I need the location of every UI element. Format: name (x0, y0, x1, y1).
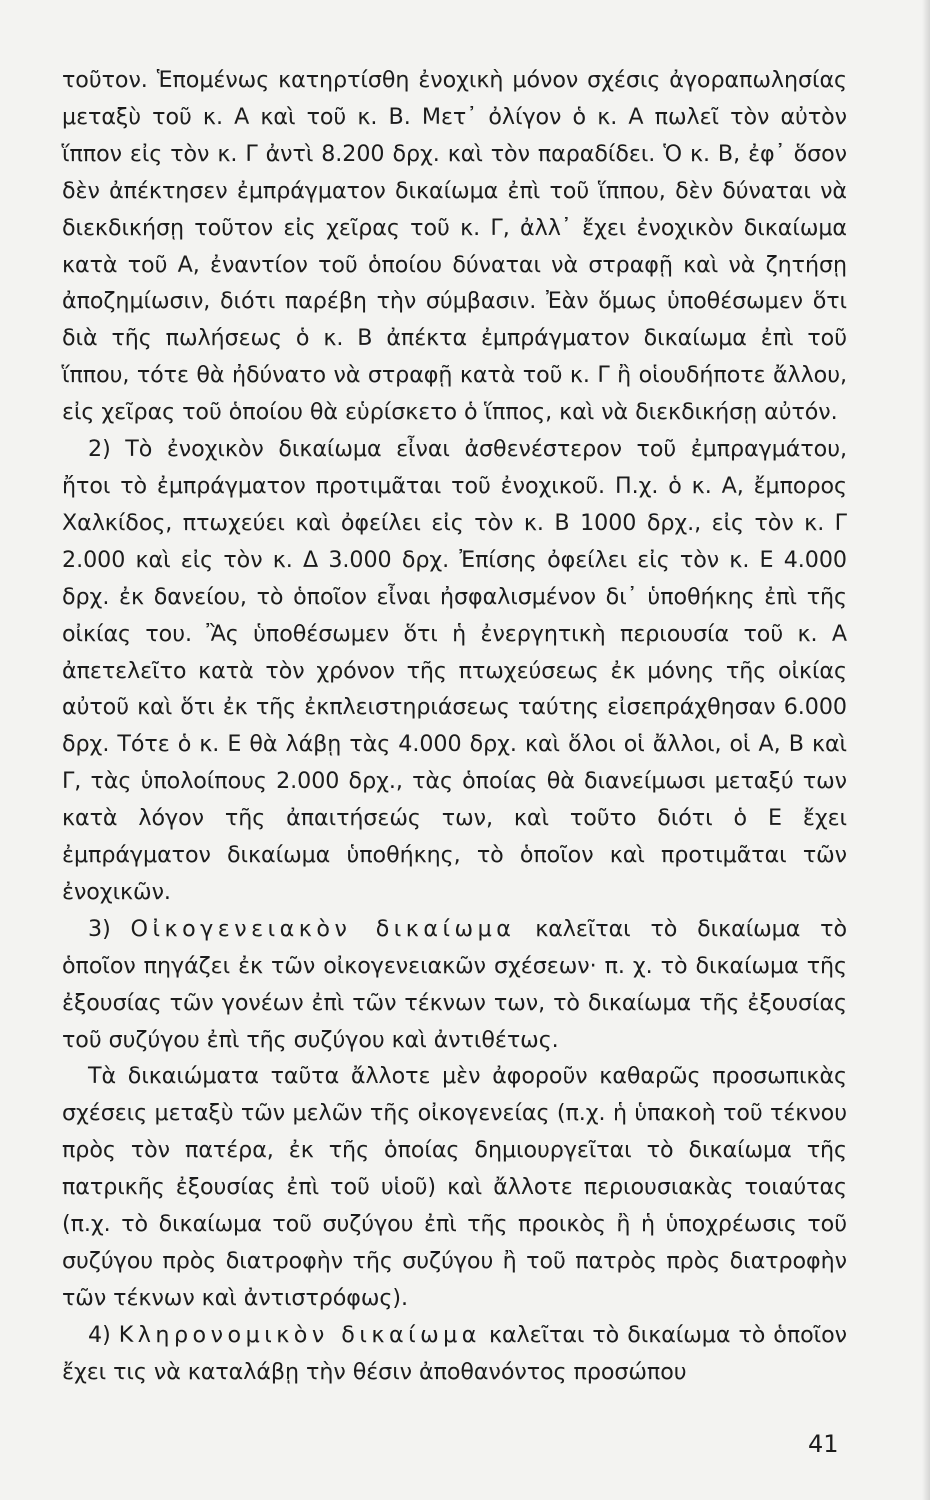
defined-term: Οἰκογενειακὸν δικαίωμα (130, 915, 516, 942)
paragraph-family-right (62, 911, 847, 1059)
paragraph-obligatory-right: 2) Τὸ ἐνοχικὸν δικαίωμα εἶναι ἀσθενέστερον τοῦ ἐμπραγμάτου, ἤτοι τὸ ἐμπράγματον προτιμᾶται τοῦ ἐνοχικοῦ. Π.χ. ὁ κ. Α, ἔμπορος Χαλκίδος, πτωχεύει καὶ ὀφείλει εἰς τὸν κ. Β 1000 δρχ., εἰς τὸν κ. Γ 2.000 καὶ εἰς τὸν κ. Δ 3.000 δρχ. Ἐπίσης ὀφείλει εἰς τὸν κ. Ε 4.000 δρχ. ἐκ δανείου, τὸ ὁποῖον εἶναι ἠσφαλισμένον δι᾽ ὑποθήκης ἐπὶ τῆς οἰκίας του. Ἂς ὑποθέσωμεν ὅτι ἡ ἐνεργητικὴ περιουσία τοῦ κ. Α ἀπετελεῖτο κατὰ τὸν χρόνον τῆς πτωχεύσεως ἐκ μόνης τῆς οἰκίας αὐτοῦ καὶ ὅτι ἐκ τῆς ἐκπλειστηριάσεως ταύτης εἰσεπράχθησαν 6.000 δρχ. Τότε ὁ κ. Ε θὰ λάβῃ τὰς 4.000 δρχ. καὶ ὅλοι οἱ ἄλλοι, οἱ Α, Β καὶ Γ, τὰς ὑπολοίπους 2.000 δρχ., τὰς ὁποίας θὰ διανείμωσι μεταξύ των κατὰ λόγον τῆς ἀπαιτήσεώς των, καὶ τοῦτο διότι ὁ Ε ἔχει ἐμπράγματον δικαίωμα ὑποθήκης, τὸ ὁποῖον καὶ προτιμᾶται τῶν ἐνοχικῶν. (62, 436, 847, 905)
paragraph-inheritance-right (62, 1317, 847, 1391)
paragraph-continuation: τοῦτον. Ἑπομένως κατηρτίσθη ἐνοχικὴ μόνον σχέσις ἀγοραπωλησίας μεταξὺ τοῦ κ. Α καὶ τοῦ κ. Β. Μετ᾽ ὀλίγον ὁ κ. Α πωλεῖ τὸν αὐτὸν ἵππον εἰς τὸν κ. Γ ἀντὶ 8.200 δρχ. καὶ τὸν παραδίδει. Ὁ κ. Β, ἐφ᾽ ὅσον δὲν ἀπέκτησεν ἐμπράγματον δικαίωμα ἐπὶ τοῦ ἵππου, δὲν δύναται νὰ διεκδικήσῃ τοῦτον εἰς χεῖρας τοῦ κ. Γ, ἀλλ᾽ ἔχει ἐνοχικὸν δικαίωμα κατὰ τοῦ Α, ἐναντίον τοῦ ὁποίου δύναται νὰ στραφῇ καὶ νὰ ζητήσῃ ἀποζημίωσιν, διότι παρέβη τὴν σύμβασιν. Ἐὰν ὅμως ὑποθέσωμεν ὅτι διὰ τῆς πωλήσεως ὁ κ. Β ἀπέκτα ἐμπράγματον δικαίωμα ἐπὶ τοῦ ἵππου, τότε θὰ ἠδύνατο νὰ στραφῇ κατὰ τοῦ κ. Γ ἢ οἱουδήποτε ἄλλου, εἰς χεῖρας τοῦ ὁποίου θὰ εὑρίσκετο ὁ ἵππος, καὶ νὰ διεκδικήσῃ αὐτόν. (62, 67, 847, 426)
definition-text: καλεῖται τὸ δικαίωμα τὸ ὁποῖον ἔχει τις νὰ καταλάβῃ τὴν θέσιν ἀποθανόντος προσώπου (62, 1321, 847, 1385)
item-number: 4) (88, 1321, 111, 1348)
definition-text: καλεῖται τὸ δικαίωμα τὸ ὁποῖον πηγάζει ἐκ τῶν οἰκογενειακῶν σχέσεων· π. χ. τὸ δικαίωμα τῆς ἐξουσίας τῶν γονέων ἐπὶ τῶν τέκνων των, τὸ δικαίωμα τῆς ἐξουσίας τοῦ συζύγου ἐπὶ τῆς συζύγου καὶ ἀντιθέτως. (62, 915, 847, 1053)
page-number: 41 (808, 1430, 839, 1458)
body-text (62, 62, 847, 1391)
item-number: 3) (88, 915, 111, 942)
page-edge-shadow (922, 0, 930, 1500)
defined-term: Κληρονομικὸν δικαίωμα (118, 1321, 481, 1348)
paragraph-family-rights-types: Τὰ δικαιώματα ταῦτα ἄλλοτε μὲν ἀφοροῦν καθαρῶς προσωπικὰς σχέσεις μεταξὺ τῶν μελῶν τῆς οἰκογενείας (π.χ. ἡ ὑπακοὴ τοῦ τέκνου πρὸς τὸν πατέρα, ἐκ τῆς ὁποίας δημιουργεῖται τὸ δικαίωμα τῆς πατρικῆς ἐξουσίας ἐπὶ τοῦ υἱοῦ) καὶ ἄλλοτε περιουσιακὰς τοιαύτας (π.χ. τὸ δικαίωμα τοῦ συζύγου ἐπὶ τῆς προικὸς ἢ ἡ ὑποχρέωσις τοῦ συζύγου πρὸς διατροφὴν τῆς συζύγου ἢ τοῦ πατρὸς πρὸς διατροφὴν τῶν τέκνων καὶ ἀντιστρόφως). (62, 1063, 847, 1311)
